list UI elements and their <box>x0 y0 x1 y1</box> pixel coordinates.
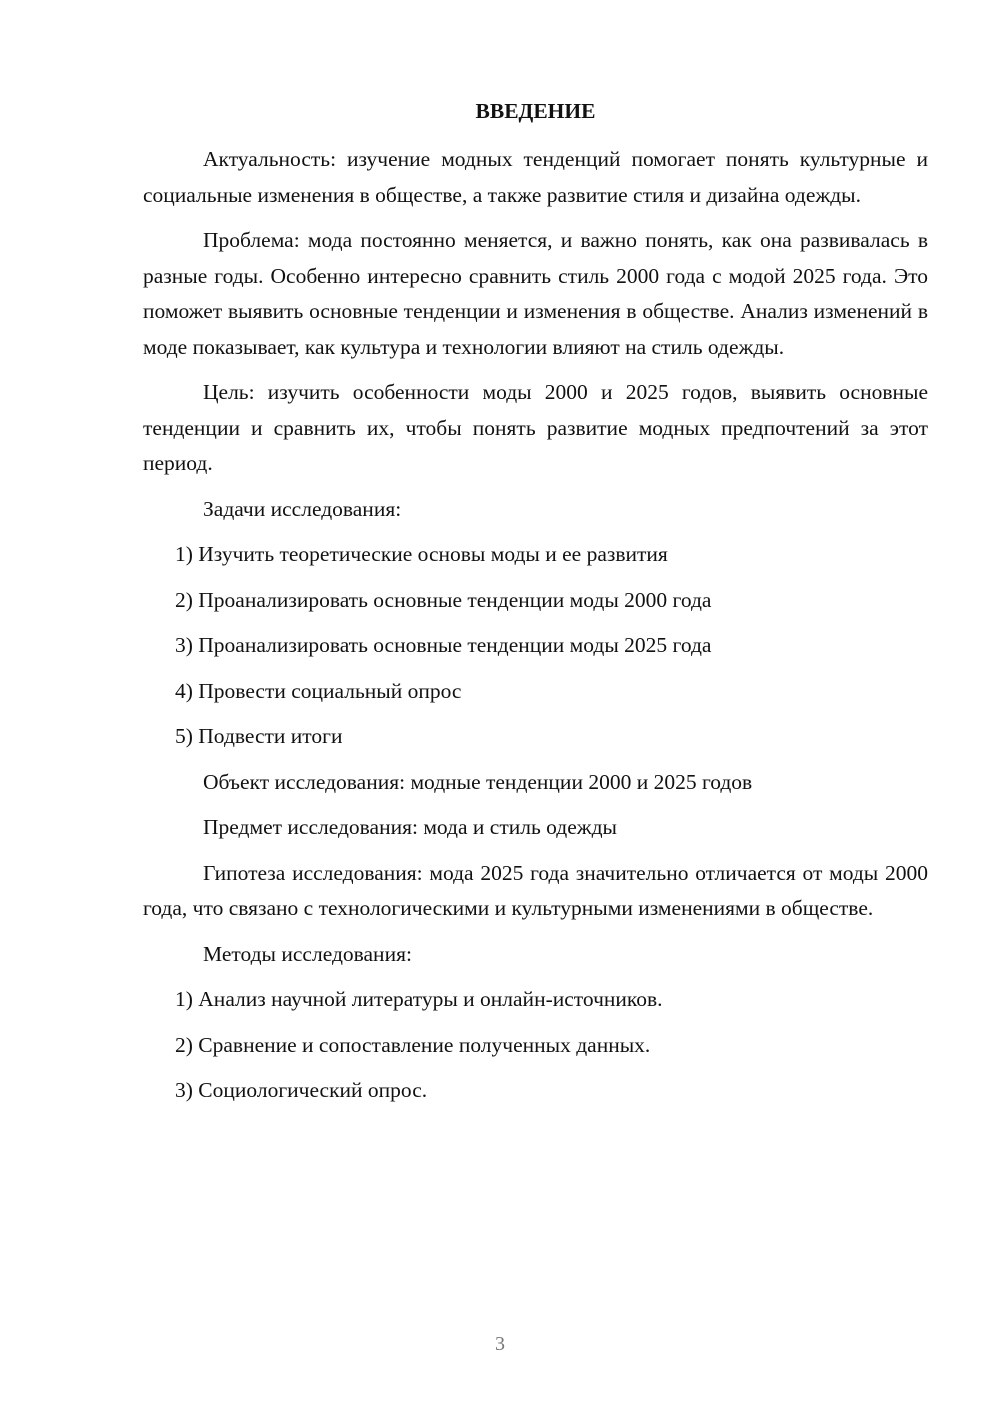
list-item: 2) Проанализировать основные тенденции моды 2000 года <box>175 587 712 612</box>
list-item: 3) Проанализировать основные тенденции моды 2025 года <box>175 633 712 657</box>
tasks-heading: Задачи исследования: <box>203 496 402 521</box>
section-title: ВВЕДЕНИЕ <box>475 99 596 123</box>
paragraph-relevance: Актуальность: изучение модных тенденций помогает понять культурные и социальные изменения в обществе, а также развитие стиля и дизайна одежды. <box>143 147 928 207</box>
list-item: 4) Провести социальный опрос <box>175 678 462 703</box>
list-item: 1) Анализ научной литературы и онлайн-источников. <box>175 987 663 1011</box>
paragraph-object: Объект исследования: модные тенденции 2000 и 2025 годов <box>203 769 753 794</box>
tasks-list <box>143 537 928 755</box>
list-item: 3) Социологический опрос. <box>175 1078 428 1102</box>
document-page <box>143 95 928 1119</box>
page-number: 3 <box>495 1333 505 1355</box>
list-item: 2) Сравнение и сопоставление полученных данных. <box>175 1032 651 1057</box>
paragraph-goal: Цель: изучить особенности моды 2000 и 2025 годов, выявить основные тенденции и сравнить их, чтобы понять развитие модных предпочтений за этот период. <box>143 380 928 475</box>
list-item: 5) Подвести итоги <box>175 724 343 748</box>
list-item: 1) Изучить теоретические основы моды и ее развития <box>175 542 668 566</box>
methods-list <box>143 982 928 1109</box>
methods-heading: Методы исследования: <box>203 941 412 966</box>
paragraph-subject: Предмет исследования: мода и стиль одежды <box>203 815 618 839</box>
paragraph-hypothesis: Гипотеза исследования: мода 2025 года значительно отличается от моды 2000 года, что связано с технологическими и культурными изменениями в обществе. <box>143 860 928 920</box>
paragraph-problem: Проблема: мода постоянно меняется, и важно понять, как она развивалась в разные годы. Особенно интересно сравнить стиль 2000 года с модой 2025 года. Это поможет выявить основные тенденции и изменения в обществе. Анализ изменений в моде показывает, как культура и технологии влияют на стиль одежды. <box>143 228 928 359</box>
